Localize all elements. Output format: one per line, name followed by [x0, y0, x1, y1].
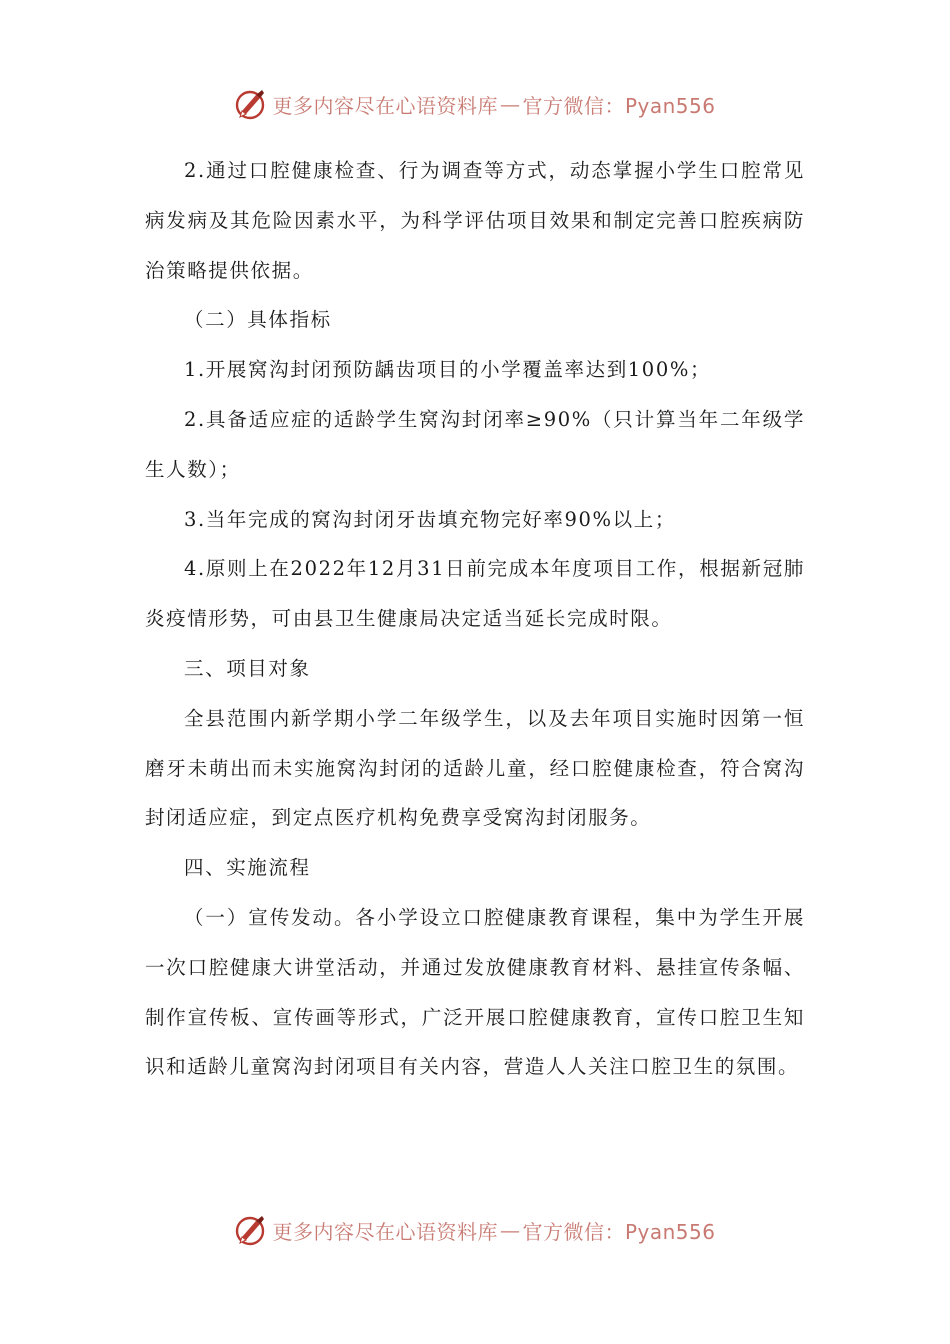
- document-body: [145, 146, 805, 1092]
- paragraph: 1.开展窝沟封闭预防龋齿项目的小学覆盖率达到100%；: [184, 358, 712, 382]
- footer-watermark-banner: [0, 1208, 950, 1252]
- pen-logo-icon: [234, 87, 268, 121]
- banner-dash: —: [499, 92, 521, 116]
- paragraph: 4.原则上在2022年12月31日前完成本年度项目工作，根据新冠肺炎疫情形势，可由县卫生健康局决定适当延长完成时限。: [145, 557, 805, 631]
- header-watermark-banner: [0, 82, 950, 126]
- banner-wechat: 官方微信：Pyan556: [522, 1219, 716, 1244]
- paragraph: 2.通过口腔健康检查、行为调查等方式，动态掌握小学生口腔常见病发病及其危险因素水平，为科学评估项目效果和制定完善口腔疾病防治策略提供依据。: [145, 159, 805, 282]
- section-heading: 四、实施流程: [184, 856, 311, 880]
- paragraph: （一）宣传发动。各小学设立口腔健康教育课程，集中为学生开展一次口腔健康大讲堂活动，并通过发放健康教育材料、悬挂宣传条幅、制作宣传板、宣传画等形式，广泛开展口腔健康教育，宣传口腔卫生知识和适龄儿童窝沟封闭项目有关内容，营造人人关注口腔卫生的氛围。: [145, 905, 805, 1079]
- section-heading: 三、项目对象: [184, 656, 311, 680]
- banner-text: 更多内容尽在心语资料库: [272, 1219, 498, 1244]
- paragraph: 全县范围内新学期小学二年级学生，以及去年项目实施时因第一恒磨牙未萌出而未实施窝沟封闭的适龄儿童，经口腔健康检查，符合窝沟封闭适应症，到定点医疗机构免费享受窝沟封闭服务。: [145, 706, 805, 830]
- paragraph: 2.具备适应症的适龄学生窝沟封闭率≥90%（只计算当年二年级学生人数）；: [145, 407, 805, 481]
- pen-logo-icon: [234, 1213, 268, 1247]
- banner-wechat: 官方微信：Pyan556: [522, 93, 716, 118]
- paragraph: 3.当年完成的窝沟封闭牙齿填充物完好率90%以上；: [184, 507, 676, 531]
- section-heading: （二）具体指标: [184, 308, 332, 332]
- banner-text: 更多内容尽在心语资料库: [272, 93, 498, 118]
- banner-dash: —: [499, 1218, 521, 1242]
